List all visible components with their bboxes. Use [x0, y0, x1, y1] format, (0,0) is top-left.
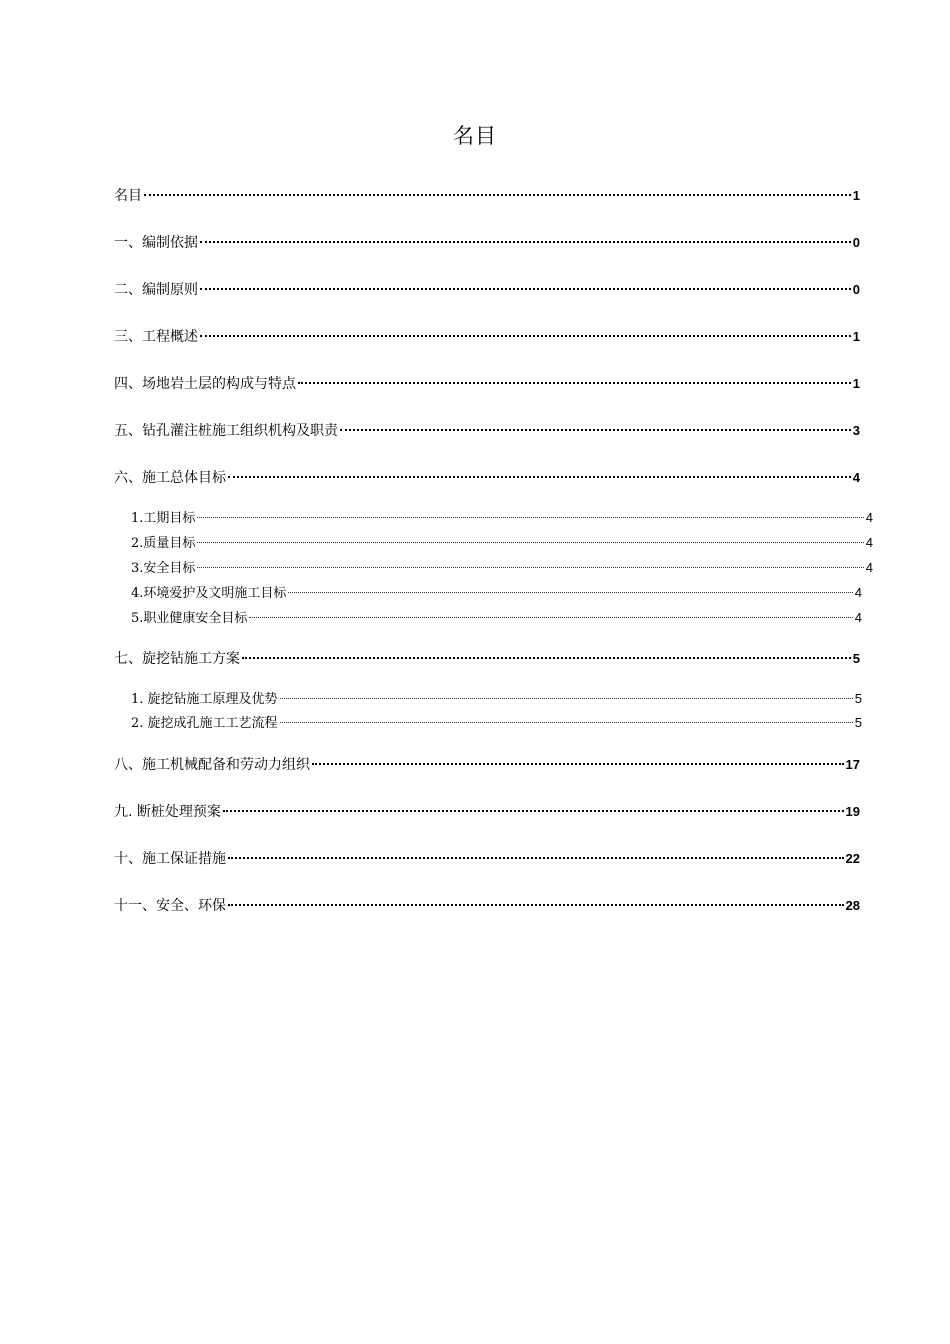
toc-entry-page: 1 [852, 329, 860, 344]
toc-entry[interactable] [114, 847, 860, 867]
toc-entry[interactable] [114, 325, 860, 345]
page-title: 名目 [453, 124, 497, 148]
toc-dot-leader [228, 462, 851, 478]
toc-entry-label: 1.工期目标 [131, 511, 196, 526]
toc-entry-page: 17 [845, 757, 860, 772]
toc-dot-leader [144, 180, 851, 196]
toc-entry-page: 5 [854, 715, 862, 730]
toc-entry[interactable] [114, 184, 860, 204]
toc-subentry[interactable] [131, 688, 862, 706]
toc-entry-page: 19 [845, 804, 860, 819]
toc-entry-page: 4 [865, 510, 873, 525]
toc-entry[interactable] [114, 647, 860, 667]
toc-entry-label: 六、施工总体目标 [114, 470, 226, 486]
toc-dot-leader [280, 685, 853, 699]
toc-entry-page: 4 [865, 535, 873, 550]
toc-entry-page: 1 [852, 188, 860, 203]
toc-entry-page: 22 [845, 851, 860, 866]
toc-entry[interactable] [114, 231, 860, 251]
toc-entry-label: 名目 [114, 188, 142, 204]
toc-entry-page: 4 [854, 610, 862, 625]
toc-dot-leader [200, 321, 851, 337]
toc-dot-leader [228, 890, 844, 906]
toc-entry-label: 2.质量目标 [131, 536, 196, 551]
toc-entry[interactable] [114, 372, 860, 392]
toc-entry-label: 4.环境爱护及文明施工目标 [131, 586, 287, 601]
toc-subentry[interactable] [131, 582, 862, 600]
toc-entry-page: 5 [854, 691, 862, 706]
toc-subentry[interactable] [131, 532, 873, 550]
toc-dot-leader [197, 554, 863, 568]
toc-entry-page: 4 [854, 585, 862, 600]
toc-entry-label: 三、工程概述 [114, 329, 198, 345]
toc-entry-label: 5.职业健康安全目标 [131, 611, 248, 626]
toc-entry-page: 4 [865, 560, 873, 575]
toc-dot-leader [200, 227, 851, 243]
toc-entry-label: 十一、安全、环保 [114, 898, 226, 914]
toc-entry-label: 一、编制依据 [114, 235, 198, 251]
toc-dot-leader [242, 643, 851, 659]
toc-dot-leader [249, 604, 852, 618]
toc-entry-label: 七、旋挖钻施工方案 [114, 651, 240, 667]
toc-entry[interactable] [114, 894, 860, 914]
toc-entry[interactable] [114, 753, 860, 773]
toc-subentry[interactable] [131, 712, 862, 730]
toc-entry[interactable] [114, 419, 860, 439]
toc-dot-leader [200, 274, 851, 290]
toc-entry-label: 十、施工保证措施 [114, 851, 226, 867]
toc-entry[interactable] [114, 278, 860, 298]
toc-subentry[interactable] [131, 557, 873, 575]
toc-dot-leader [197, 529, 863, 543]
toc-dot-leader [228, 843, 844, 859]
toc-entry-label: 1. 旋挖钻施工原理及优势 [131, 692, 278, 707]
toc-entry-label: 3.安全目标 [131, 561, 196, 576]
toc-dot-leader [312, 749, 844, 765]
toc-entry-label: 五、钻孔灌注桩施工组织机构及职责 [114, 423, 338, 439]
toc-dot-leader [288, 579, 852, 593]
toc-entry-label: 四、场地岩土层的构成与特点 [114, 376, 296, 392]
toc-dot-leader [280, 709, 853, 723]
toc-entry-page: 5 [852, 651, 860, 666]
toc-entry[interactable] [114, 800, 860, 820]
toc-entry-page: 0 [852, 235, 860, 250]
toc-subentry[interactable] [131, 607, 862, 625]
toc-entry-page: 28 [845, 898, 860, 913]
toc-dot-leader [223, 796, 844, 812]
toc-dot-leader [340, 415, 851, 431]
toc-entry-page: 3 [852, 423, 860, 438]
toc-entry-page: 4 [852, 470, 860, 485]
toc-entry-label: 九. 断桩处理预案 [114, 804, 221, 820]
toc-entry-label: 八、施工机械配备和劳动力组织 [114, 757, 310, 773]
toc-entry-label: 2. 旋挖成孔施工工艺流程 [131, 716, 278, 731]
toc-subentry[interactable] [131, 507, 873, 525]
toc-entry-label: 二、编制原则 [114, 282, 198, 298]
toc-entry-page: 0 [852, 282, 860, 297]
toc-dot-leader [197, 504, 863, 518]
toc-entry[interactable] [114, 466, 860, 486]
toc-entry-page: 1 [852, 376, 860, 391]
toc-dot-leader [298, 368, 851, 384]
